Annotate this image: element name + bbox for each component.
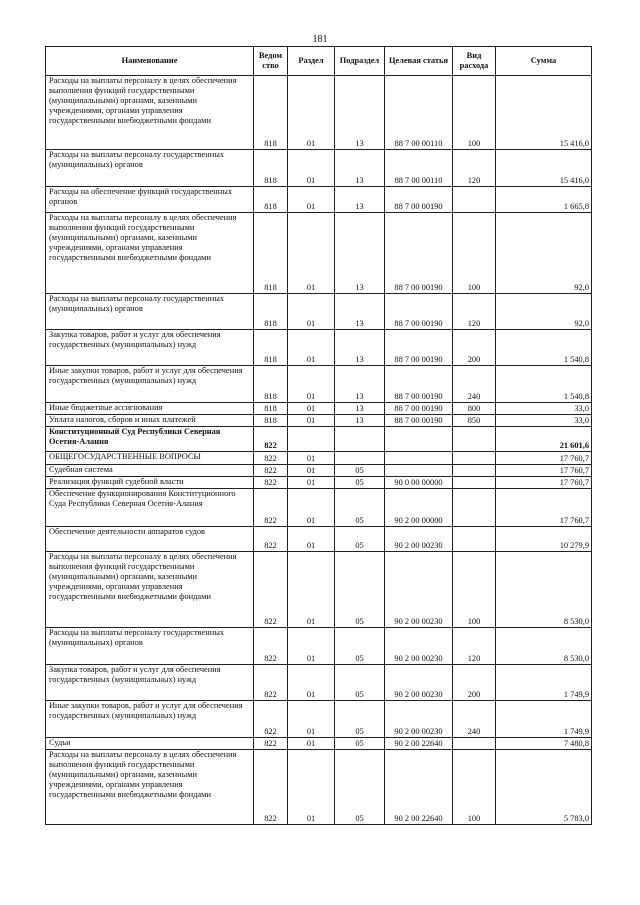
cell-subsection: 05 (335, 477, 385, 489)
cell-name: Закупка товаров, работ и услуг для обеспечения государственных (муниципальных) нужд (46, 665, 254, 701)
cell-expense-type: 100 (453, 552, 496, 628)
cell-section: 01 (288, 452, 335, 465)
cell-name: Реализация функций судебной власти (46, 477, 254, 489)
table-row (46, 738, 592, 750)
cell-name: Расходы на обеспечение функций государственных органов (46, 187, 254, 213)
cell-dept: 818 (254, 213, 288, 294)
cell-name: Расходы на выплаты персоналу государственных (муниципальных) органов (46, 628, 254, 665)
cell-article: 90 2 00 22640 (385, 738, 453, 750)
cell-dept: 822 (254, 465, 288, 477)
cell-sum: 15 416,0 (496, 150, 592, 187)
cell-section: 01 (288, 477, 335, 489)
table-row (46, 552, 592, 628)
cell-name: Уплата налогов, сборов и иных платежей (46, 415, 254, 427)
cell-sum: 10 279,9 (496, 527, 592, 552)
cell-section: 01 (288, 701, 335, 738)
table-row (46, 415, 592, 427)
cell-article: 88 7 00 00190 (385, 403, 453, 415)
table-row (46, 427, 592, 452)
cell-dept: 822 (254, 738, 288, 750)
header-section: Раздел (288, 47, 335, 76)
cell-name: Расходы на выплаты персоналу государственных (муниципальных) органов (46, 294, 254, 330)
cell-section: 01 (288, 366, 335, 403)
cell-article: 90 2 00 22640 (385, 750, 453, 825)
cell-article: 88 7 00 00190 (385, 366, 453, 403)
cell-article (385, 427, 453, 452)
cell-subsection: 05 (335, 701, 385, 738)
table-row (46, 213, 592, 294)
header-expense-type: Вид расхода (453, 47, 496, 76)
cell-name: ОБЩЕГОСУДАРСТВЕННЫЕ ВОПРОСЫ (46, 452, 254, 465)
cell-subsection (335, 427, 385, 452)
cell-article (385, 465, 453, 477)
header-subsection: Подраздел (335, 47, 385, 76)
table-row (46, 489, 592, 527)
table-row (46, 628, 592, 665)
cell-sum: 17 760,7 (496, 489, 592, 527)
cell-dept: 818 (254, 187, 288, 213)
cell-article: 90 0 00 00000 (385, 477, 453, 489)
cell-section: 01 (288, 150, 335, 187)
cell-subsection: 05 (335, 527, 385, 552)
cell-subsection: 13 (335, 150, 385, 187)
table-row (46, 750, 592, 825)
table-row (46, 294, 592, 330)
cell-article: 90 2 00 00230 (385, 628, 453, 665)
cell-expense-type: 240 (453, 701, 496, 738)
cell-section: 01 (288, 628, 335, 665)
cell-expense-type (453, 427, 496, 452)
cell-name: Иные закупки товаров, работ и услуг для обеспечения государственных (муниципальных) нужд (46, 366, 254, 403)
cell-section: 01 (288, 294, 335, 330)
cell-dept: 818 (254, 294, 288, 330)
cell-sum: 17 760,7 (496, 465, 592, 477)
cell-expense-type: 100 (453, 76, 496, 150)
cell-sum: 33,0 (496, 403, 592, 415)
cell-article: 88 7 00 00190 (385, 187, 453, 213)
cell-section: 01 (288, 76, 335, 150)
table-row (46, 527, 592, 552)
cell-expense-type: 200 (453, 330, 496, 366)
cell-sum: 92,0 (496, 213, 592, 294)
cell-subsection: 13 (335, 187, 385, 213)
cell-section: 01 (288, 665, 335, 701)
cell-name: Расходы на выплаты персоналу в целях обеспечения выполнения функций государственными (муниципальными) органами, казенными учреждениями, органами управления государственными внебюджетными фондами (46, 76, 254, 150)
cell-subsection: 13 (335, 294, 385, 330)
cell-dept: 818 (254, 415, 288, 427)
cell-expense-type: 120 (453, 294, 496, 330)
cell-section: 01 (288, 415, 335, 427)
cell-expense-type (453, 527, 496, 552)
table-row (46, 465, 592, 477)
cell-article: 88 7 00 00190 (385, 415, 453, 427)
cell-dept: 822 (254, 427, 288, 452)
cell-subsection: 05 (335, 750, 385, 825)
cell-subsection: 13 (335, 415, 385, 427)
cell-subsection: 13 (335, 403, 385, 415)
cell-sum: 1 749,9 (496, 665, 592, 701)
cell-article: 90 2 00 00230 (385, 527, 453, 552)
cell-expense-type: 120 (453, 628, 496, 665)
cell-section: 01 (288, 489, 335, 527)
cell-article: 88 7 00 00110 (385, 76, 453, 150)
cell-name: Расходы на выплаты персоналу в целях обеспечения выполнения функций государственными (муниципальными) органами, казенными учреждениями, органами управления государственными внебюджетными фондами (46, 213, 254, 294)
cell-name: Иные закупки товаров, работ и услуг для обеспечения государственных (муниципальных) нужд (46, 701, 254, 738)
cell-expense-type: 850 (453, 415, 496, 427)
cell-expense-type: 120 (453, 150, 496, 187)
cell-expense-type (453, 187, 496, 213)
header-article: Целевая статья (385, 47, 453, 76)
cell-name: Расходы на выплаты персоналу государственных (муниципальных) органов (46, 150, 254, 187)
cell-name: Конституционный Суд Республики Северная Осетия-Алания (46, 427, 254, 452)
table-row (46, 403, 592, 415)
cell-expense-type: 200 (453, 665, 496, 701)
header-dept: Ведом ство (254, 47, 288, 76)
cell-subsection (335, 452, 385, 465)
page-number: 181 (312, 34, 328, 45)
cell-subsection: 05 (335, 552, 385, 628)
cell-article: 90 2 00 00000 (385, 489, 453, 527)
table-row (46, 330, 592, 366)
cell-section: 01 (288, 465, 335, 477)
cell-article: 90 2 00 00230 (385, 552, 453, 628)
cell-expense-type (453, 477, 496, 489)
cell-section: 01 (288, 738, 335, 750)
cell-subsection: 13 (335, 76, 385, 150)
table-row (46, 477, 592, 489)
cell-dept: 822 (254, 477, 288, 489)
cell-expense-type (453, 738, 496, 750)
cell-dept: 818 (254, 76, 288, 150)
table-header-row (46, 47, 592, 76)
cell-subsection: 05 (335, 489, 385, 527)
cell-article: 88 7 00 00190 (385, 330, 453, 366)
cell-sum: 15 416,0 (496, 76, 592, 150)
cell-subsection: 05 (335, 465, 385, 477)
cell-dept: 822 (254, 489, 288, 527)
cell-subsection: 13 (335, 366, 385, 403)
cell-name: Обеспечение функционирования Конституционного Суда Республики Северная Осетия-Алания (46, 489, 254, 527)
cell-section: 01 (288, 403, 335, 415)
cell-dept: 822 (254, 452, 288, 465)
cell-section (288, 427, 335, 452)
cell-name: Судебная система (46, 465, 254, 477)
cell-section: 01 (288, 750, 335, 825)
cell-section: 01 (288, 213, 335, 294)
cell-article (385, 452, 453, 465)
cell-sum: 1 665,8 (496, 187, 592, 213)
cell-dept: 818 (254, 150, 288, 187)
cell-dept: 822 (254, 665, 288, 701)
cell-article: 90 2 00 00230 (385, 665, 453, 701)
header-sum: Сумма (496, 47, 592, 76)
cell-subsection: 05 (335, 738, 385, 750)
cell-dept: 822 (254, 552, 288, 628)
table-row (46, 665, 592, 701)
cell-subsection: 13 (335, 330, 385, 366)
cell-section: 01 (288, 330, 335, 366)
cell-dept: 818 (254, 403, 288, 415)
header-name: Наименование (46, 47, 254, 76)
cell-expense-type: 240 (453, 366, 496, 403)
cell-subsection: 05 (335, 628, 385, 665)
cell-sum: 17 760,7 (496, 477, 592, 489)
cell-sum: 5 783,0 (496, 750, 592, 825)
cell-section: 01 (288, 187, 335, 213)
table-row (46, 150, 592, 187)
cell-article: 88 7 00 00190 (385, 294, 453, 330)
cell-sum: 7 480,8 (496, 738, 592, 750)
cell-sum: 17 760,7 (496, 452, 592, 465)
cell-expense-type (453, 452, 496, 465)
cell-subsection: 05 (335, 665, 385, 701)
cell-expense-type: 100 (453, 213, 496, 294)
cell-dept: 818 (254, 330, 288, 366)
cell-dept: 822 (254, 527, 288, 552)
cell-article: 88 7 00 00190 (385, 213, 453, 294)
cell-sum: 1 540,8 (496, 330, 592, 366)
budget-table (45, 46, 592, 825)
cell-expense-type (453, 489, 496, 527)
cell-section: 01 (288, 552, 335, 628)
cell-name: Судьи (46, 738, 254, 750)
table-row (46, 187, 592, 213)
cell-expense-type (453, 465, 496, 477)
cell-sum: 1 749,9 (496, 701, 592, 738)
cell-name: Закупка товаров, работ и услуг для обеспечения государственных (муниципальных) нужд (46, 330, 254, 366)
cell-section: 01 (288, 527, 335, 552)
cell-name: Расходы на выплаты персоналу в целях обеспечения выполнения функций государственными (муниципальными) органами, казенными учреждениями, органами управления государственными внебюджетными фондами (46, 552, 254, 628)
table-row (46, 76, 592, 150)
cell-sum: 92,0 (496, 294, 592, 330)
cell-dept: 822 (254, 701, 288, 738)
cell-subsection: 13 (335, 213, 385, 294)
table-row (46, 701, 592, 738)
cell-expense-type: 800 (453, 403, 496, 415)
cell-article: 88 7 00 00110 (385, 150, 453, 187)
cell-sum: 33,0 (496, 415, 592, 427)
cell-article: 90 2 00 00230 (385, 701, 453, 738)
cell-expense-type: 100 (453, 750, 496, 825)
cell-sum: 21 601,6 (496, 427, 592, 452)
cell-sum: 8 530,0 (496, 552, 592, 628)
cell-name: Расходы на выплаты персоналу в целях обеспечения выполнения функций государственными (муниципальными) органами, казенными учреждениями, органами управления государственными внебюджетными фондами (46, 750, 254, 825)
cell-sum: 8 530,0 (496, 628, 592, 665)
cell-name: Иные бюджетные ассигнования (46, 403, 254, 415)
cell-sum: 1 540,8 (496, 366, 592, 403)
cell-dept: 822 (254, 628, 288, 665)
cell-name: Обеспечение деятельности аппаратов судов (46, 527, 254, 552)
cell-dept: 822 (254, 750, 288, 825)
table-row (46, 452, 592, 465)
cell-dept: 818 (254, 366, 288, 403)
table-row (46, 366, 592, 403)
